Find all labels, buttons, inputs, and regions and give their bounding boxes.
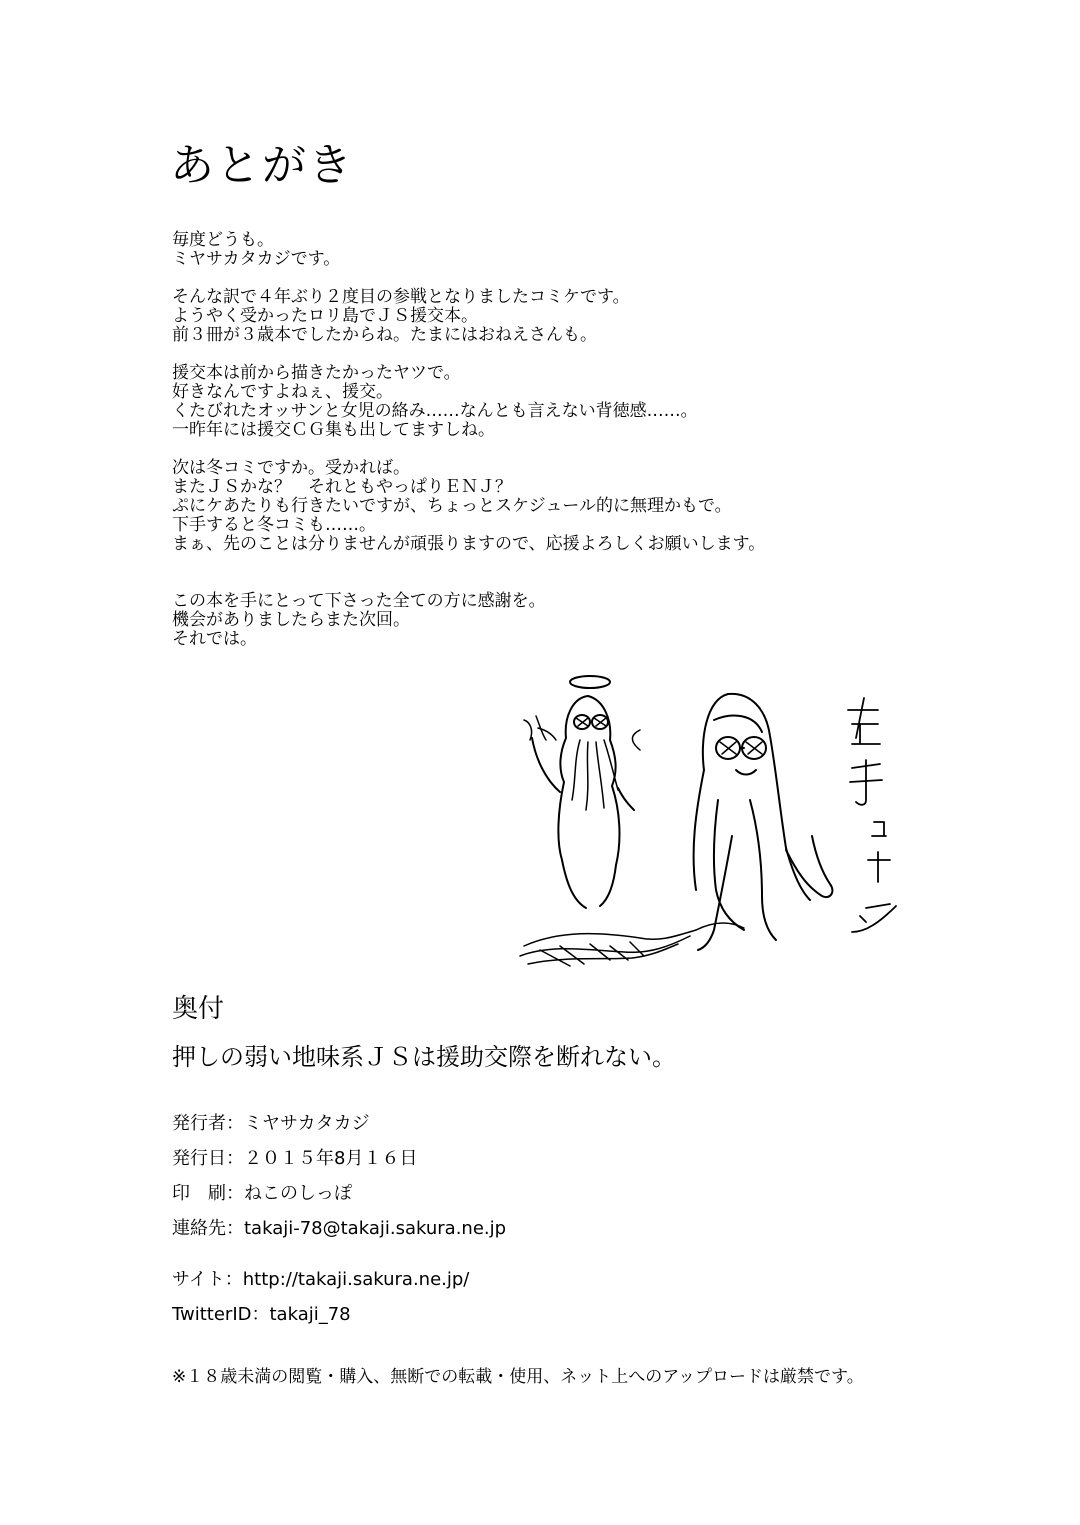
afterword-line: 機会がありましたらまた次回。	[172, 610, 410, 630]
colophon-heading: 奥付	[172, 994, 225, 1024]
scribble-mass	[520, 923, 744, 966]
publish-date-line: 発行日：２０１５年8月１６日	[172, 1148, 418, 1169]
afterword-line: この本を手にとって下さった全ての方に感謝を。	[172, 591, 546, 611]
afterword-line: ぷにケあたりも行きたいですが、ちょっとスケジュール的に無理かもで。	[172, 496, 732, 516]
afterword-title: あとがき	[170, 140, 354, 191]
afterword-paragraph-4	[172, 459, 932, 554]
afterword-line: 一昨年には援交ＣＧ集も出してますしね。	[172, 420, 495, 440]
contact-line: 連絡先：takaji-78@takaji.sakura.ne.jp	[172, 1218, 507, 1239]
afterword-line: ようやく受かったロリ島でＪＳ援交本。	[172, 306, 478, 326]
right-figure-drawing	[694, 694, 833, 950]
colophon-links	[172, 1264, 932, 1334]
afterword-line: 好きなんですよねぇ、援交。	[172, 382, 393, 402]
publisher-line: 発行者：ミヤサカタカジ	[172, 1113, 370, 1134]
right-caption-handwriting	[848, 698, 896, 932]
twitter-line: TwitterID：takaji_78	[172, 1304, 351, 1325]
afterword-line: 毎度どうも。	[172, 230, 274, 250]
right-figure-caption: 左手キューン	[860, 730, 866, 731]
afterword-line: まぁ、先のことは分りませんが頑張りますので、応援よろしくお願いします。	[172, 534, 766, 554]
afterword-line: それでは。	[172, 629, 257, 649]
book-title: 押しの弱い地味系ＪＳは援助交際を断れない。	[172, 1043, 676, 1071]
age-restriction-notice: ※１８歳未満の閲覧・購入、無断での転載・使用、ネット上へのアップロードは厳禁です。	[172, 1367, 864, 1387]
afterword-paragraph-3	[172, 364, 932, 440]
site-line: サイト：http://takaji.sakura.ne.jp/	[172, 1269, 470, 1290]
afterword-line: そんな訳で４年ぶり２度目の参戦となりましたコミケです。	[172, 287, 630, 307]
left-caption-mark-2	[632, 730, 640, 750]
afterword-line: 援交本は前から描きたかったヤツで。	[172, 363, 461, 383]
afterword-line: またＪＳかな？ それともやっぱりＥＮＪ？	[172, 477, 512, 497]
left-figure-caption: おしく	[530, 730, 533, 731]
afterword-line: ミヤサカタカジです。	[172, 249, 341, 269]
afterword-line: くたびれたオッサンと女児の絡み……なんとも言えない背徳感……。	[172, 401, 698, 421]
colophon-details	[172, 1108, 932, 1248]
afterword-line: 下手すると冬コミも……。	[172, 515, 376, 535]
afterword-line: 前３冊が３歳本でしたからね。たまにはおねえさんも。	[172, 325, 597, 345]
afterword-paragraph-5	[172, 592, 932, 649]
left-figure-drawing	[532, 696, 634, 908]
doodle-illustration	[500, 660, 930, 980]
afterword-line: 次は冬コミですか。受かれば。	[172, 458, 410, 478]
afterword-paragraph-2	[172, 288, 932, 345]
afterword-paragraph-1	[172, 231, 932, 269]
afterword-body	[172, 231, 932, 668]
halo-icon	[570, 676, 610, 688]
left-caption-mark	[524, 716, 556, 740]
printer-line: 印 刷：ねこのしっぽ	[172, 1183, 352, 1204]
